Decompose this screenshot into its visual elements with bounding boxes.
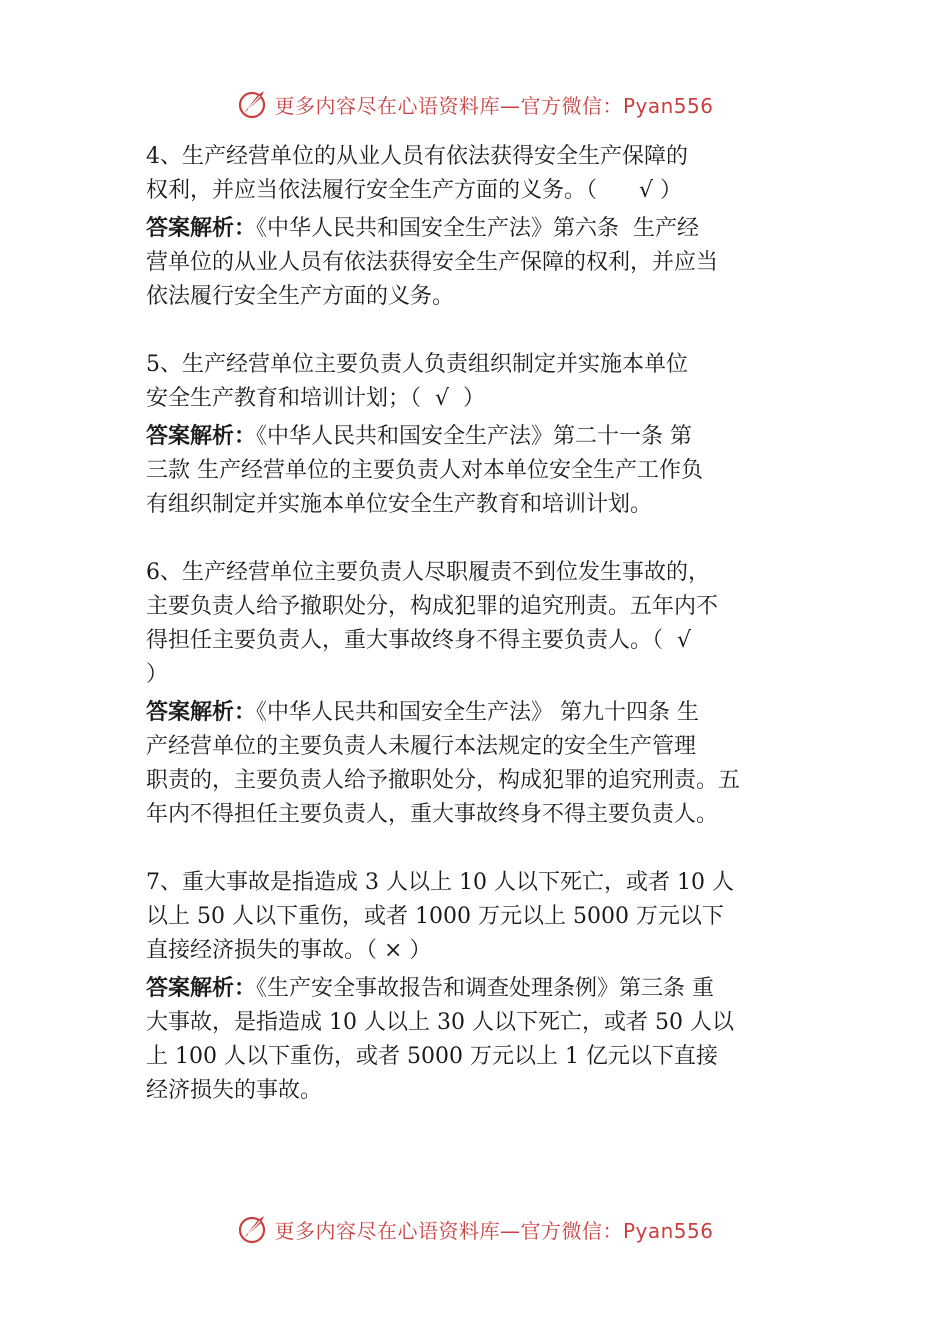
footer-text: 更多内容尽在心语资料库—官方微信：Pyan556: [274, 1218, 714, 1243]
question-block: [146, 348, 846, 522]
question-line: 4、生产经营单位的从业人员有依法获得安全生产保障的: [146, 144, 688, 169]
question-text: [146, 556, 846, 692]
answer-line: 依法履行安全生产方面的义务。: [146, 284, 455, 309]
quill-pen-icon: [236, 87, 270, 121]
question-line: ）: [146, 662, 169, 687]
question-text: [146, 866, 846, 968]
question-block: [146, 866, 846, 1108]
answer-line: 大事故，是指造成 10 人以上 30 人以下死亡，或者 50 人以: [146, 1010, 734, 1035]
answer-line: [146, 420, 846, 454]
answer-explanation: [146, 212, 846, 314]
question-line: 主要负责人给予撤职处分，构成犯罪的追究刑责。五年内不: [146, 594, 719, 619]
document-body: [146, 140, 846, 1142]
answer-explanation: [146, 972, 846, 1108]
answer-line: [146, 972, 846, 1006]
question-line: 得担任主要负责人，重大事故终身不得主要负责人。（ √: [146, 628, 692, 653]
answer-line: 上 100 人以下重伤，或者 5000 万元以上 1 亿元以下直接: [146, 1044, 718, 1069]
answer-line: 经济损失的事故。: [146, 1078, 323, 1103]
question-text: [146, 140, 846, 208]
question-block: [146, 140, 846, 314]
question-line: 7、重大事故是指造成 3 人以上 10 人以下死亡，或者 10 人: [146, 870, 734, 895]
answer-label: 答案解析：: [146, 424, 257, 449]
answer-line: 年内不得担任主要负责人，重大事故终身不得主要负责人。: [146, 802, 719, 827]
answer-line: [146, 212, 846, 246]
answer-label: 答案解析：: [146, 976, 257, 1001]
question-line: 以上 50 人以下重伤，或者 1000 万元以上 5000 万元以下: [146, 904, 724, 929]
answer-line: [146, 696, 846, 730]
answer-label: 答案解析：: [146, 216, 257, 241]
question-line: 安全生产教育和培训计划；（ √ ）: [146, 386, 485, 411]
answer-explanation: [146, 420, 846, 522]
answer-label: 答案解析：: [146, 700, 257, 725]
question-line: 6、生产经营单位主要负责人尽职履责不到位发生事故的，: [146, 560, 710, 585]
answer-explanation: [146, 696, 846, 832]
question-line: 5、生产经营单位主要负责人负责组织制定并实施本单位: [146, 352, 688, 377]
answer-line: 产经营单位的主要负责人未履行本法规定的安全生产管理: [146, 734, 697, 759]
header-banner: [0, 84, 950, 124]
answer-line: 有组织制定并实施本单位安全生产教育和培训计划。: [146, 492, 653, 517]
answer-text: 《中华人民共和国安全生产法》 第九十四条 生: [256, 700, 700, 725]
answer-text: 《中华人民共和国安全生产法》第六条 生产经: [256, 216, 700, 241]
answer-line: 职责的，主要负责人给予撤职处分，构成犯罪的追究刑责。五: [146, 768, 741, 793]
answer-line: 三款 生产经营单位的主要负责人对本单位安全生产工作负: [146, 458, 703, 483]
question-line: 直接经济损失的事故。（ × ）: [146, 938, 432, 963]
question-text: [146, 348, 846, 416]
footer-banner: [0, 1209, 950, 1249]
answer-line: 营单位的从业人员有依法获得安全生产保障的权利，并应当: [146, 250, 719, 275]
quill-pen-icon: [236, 1212, 270, 1246]
question-line: 权利，并应当依法履行安全生产方面的义务。（ √ ）: [146, 178, 682, 203]
question-block: [146, 556, 846, 832]
answer-text: 《生产安全事故报告和调查处理条例》第三条 重: [256, 976, 715, 1001]
answer-text: 《中华人民共和国安全生产法》第二十一条 第: [256, 424, 693, 449]
header-text: 更多内容尽在心语资料库—官方微信：Pyan556: [274, 93, 714, 118]
